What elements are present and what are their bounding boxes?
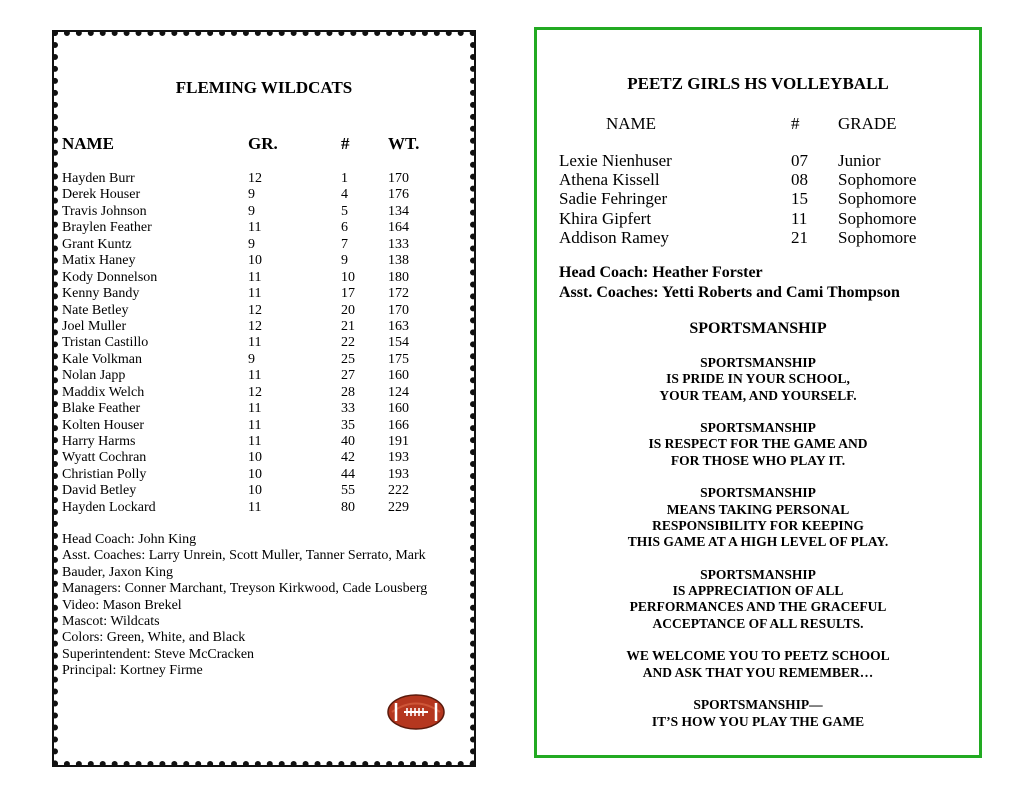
- table-row: [58, 418, 470, 434]
- sportsmanship-line: SPORTSMANSHIP: [700, 355, 816, 370]
- table-row: [58, 450, 470, 466]
- sportsmanship-body: [537, 355, 979, 746]
- player-weight: 180: [388, 269, 409, 285]
- sportsmanship-line: SPORTSMANSHIP: [700, 566, 816, 582]
- player-grade: 9: [248, 187, 255, 203]
- player-name: Wyatt Cochran: [62, 450, 147, 466]
- player-weight: 160: [388, 401, 409, 417]
- table-row: [537, 228, 979, 247]
- head-coach: Head Coach: Heather Forster: [559, 264, 763, 281]
- table-row: [58, 483, 470, 499]
- volleyball-header: [537, 114, 979, 134]
- table-row: [58, 368, 470, 384]
- sportsmanship-paragraph: [537, 697, 979, 730]
- sportsmanship-heading: SPORTSMANSHIP: [689, 320, 827, 337]
- table-row: [58, 319, 470, 335]
- player-name: Matix Haney: [62, 253, 136, 269]
- player-number: 33: [341, 401, 355, 417]
- sportsmanship-line: SPORTSMANSHIP: [700, 485, 816, 501]
- player-grade: 9: [248, 203, 255, 219]
- peetz-volleyball-panel: [534, 27, 982, 758]
- player-number: 25: [341, 351, 355, 367]
- player-grade: 11: [248, 368, 262, 384]
- table-row: [58, 187, 470, 203]
- table-row: [58, 270, 470, 286]
- player-name: Maddix Welch: [62, 384, 145, 400]
- player-grade: 12: [248, 171, 262, 186]
- player-number: 20: [341, 302, 355, 318]
- player-name: Joel Muller: [62, 318, 127, 334]
- player-weight: 134: [388, 203, 409, 219]
- player-weight: 170: [388, 302, 409, 318]
- table-row: [58, 434, 470, 450]
- staff-line: Principal: Kortney Firme: [62, 663, 203, 679]
- player-name: David Betley: [62, 483, 137, 499]
- player-grade: 11: [248, 434, 262, 449]
- table-row: [58, 500, 470, 516]
- table-row: [58, 171, 470, 187]
- player-weight: 191: [388, 434, 409, 449]
- player-number: 11: [791, 208, 808, 228]
- player-grade: 11: [248, 286, 262, 302]
- player-grade: 11: [248, 401, 262, 417]
- player-weight: 193: [388, 466, 409, 482]
- table-row: [58, 204, 470, 220]
- football-icon: [386, 693, 446, 731]
- player-number: 42: [341, 450, 355, 466]
- table-row: [537, 189, 979, 208]
- player-number: 17: [341, 286, 355, 302]
- player-weight: 193: [388, 450, 409, 466]
- player-name: Derek Houser: [62, 187, 141, 203]
- player-number: 21: [341, 318, 355, 334]
- player-weight: 166: [388, 417, 409, 433]
- player-grade: 12: [248, 302, 262, 318]
- table-row: [58, 467, 470, 483]
- staff-line: Managers: Conner Marchant, Treyson Kirkwood, Cade Lousberg: [62, 581, 428, 597]
- player-name: Hayden Burr: [62, 171, 135, 186]
- player-number: 7: [341, 236, 348, 252]
- vb-header-number: #: [791, 114, 800, 133]
- player-name: Nate Betley: [62, 302, 129, 318]
- player-grade: Sophomore: [838, 227, 917, 247]
- player-grade: 10: [248, 483, 262, 499]
- vb-header-name: NAME: [606, 114, 657, 133]
- sportsmanship-line: ACCEPTANCE OF ALL RESULTS.: [652, 615, 864, 631]
- sportsmanship-line: PERFORMANCES AND THE GRACEFUL: [629, 599, 887, 615]
- header-grade: GR.: [248, 134, 278, 153]
- player-weight: 222: [388, 483, 409, 499]
- player-grade: 12: [248, 318, 262, 334]
- player-name: Blake Feather: [62, 401, 141, 417]
- player-name: Grant Kuntz: [62, 236, 132, 252]
- player-name: Sadie Fehringer: [559, 189, 668, 209]
- player-name: Kale Volkman: [62, 351, 142, 367]
- player-name: Athena Kissell: [559, 170, 660, 190]
- table-row: [537, 209, 979, 228]
- sportsmanship-paragraph: [537, 355, 979, 404]
- player-number: 6: [341, 220, 348, 236]
- player-name: Braylen Feather: [62, 220, 152, 236]
- player-weight: 229: [388, 499, 409, 515]
- player-name: Lexie Nienhuser: [559, 151, 672, 170]
- player-number: 55: [341, 483, 355, 499]
- sportsmanship-line: IS RESPECT FOR THE GAME AND: [648, 436, 868, 452]
- sportsmanship-paragraph: [537, 567, 979, 632]
- player-number: 4: [341, 187, 348, 203]
- player-weight: 176: [388, 187, 409, 203]
- player-grade: Sophomore: [838, 208, 917, 228]
- player-grade: 11: [248, 335, 262, 351]
- sportsmanship-line: WE WELCOME YOU TO PEETZ SCHOOL: [626, 648, 890, 664]
- right-panel-title: PEETZ GIRLS HS VOLLEYBALL: [627, 74, 889, 93]
- asst-coaches: Asst. Coaches: Yetti Roberts and Cami Thompson: [559, 283, 900, 301]
- player-grade: Sophomore: [838, 189, 917, 209]
- sportsmanship-line: YOUR TEAM, AND YOURSELF.: [659, 387, 857, 403]
- player-name: Kenny Bandy: [62, 286, 140, 302]
- player-grade: 11: [248, 269, 262, 285]
- player-weight: 154: [388, 335, 409, 351]
- header-number: #: [341, 134, 350, 153]
- player-grade: 9: [248, 236, 255, 252]
- player-weight: 138: [388, 253, 409, 269]
- football-roster: [58, 171, 470, 516]
- left-panel-title: FLEMING WILDCATS: [175, 78, 353, 97]
- staff-list: [62, 532, 452, 680]
- sportsmanship-line: AND ASK THAT YOU REMEMBER…: [642, 664, 874, 680]
- vb-header-grade: GRADE: [838, 114, 897, 133]
- staff-line: Mascot: Wildcats: [62, 614, 160, 630]
- table-row: [537, 151, 979, 170]
- player-weight: 124: [388, 384, 409, 400]
- sportsmanship-line: MEANS TAKING PERSONAL: [666, 501, 850, 517]
- player-number: 80: [341, 499, 355, 515]
- player-number: 5: [341, 203, 348, 219]
- table-row: [58, 253, 470, 269]
- sportsmanship-line: FOR THOSE WHO PLAY IT.: [670, 452, 846, 468]
- table-row: [537, 170, 979, 189]
- player-grade: Sophomore: [838, 170, 917, 190]
- sportsmanship-line: SPORTSMANSHIP—: [693, 697, 823, 713]
- player-number: 21: [791, 227, 808, 247]
- player-weight: 175: [388, 351, 409, 367]
- player-grade: 10: [248, 253, 262, 269]
- player-number: 28: [341, 384, 355, 400]
- staff-line: Colors: Green, White, and Black: [62, 630, 246, 646]
- player-weight: 170: [388, 171, 409, 186]
- sportsmanship-paragraph: [537, 648, 979, 681]
- table-row: [58, 401, 470, 417]
- player-name: Travis Johnson: [62, 203, 147, 219]
- player-number: 15: [791, 189, 808, 209]
- player-grade: 10: [248, 450, 262, 466]
- player-weight: 172: [388, 286, 409, 302]
- table-row: [58, 352, 470, 368]
- staff-line: Head Coach: John King: [62, 532, 197, 547]
- player-name: Christian Polly: [62, 466, 147, 482]
- player-number: 22: [341, 335, 355, 351]
- player-grade: 11: [248, 220, 262, 236]
- player-grade: 11: [248, 499, 262, 515]
- roster-header: [58, 134, 470, 156]
- table-row: [58, 385, 470, 401]
- sportsmanship-line: SPORTSMANSHIP: [700, 420, 816, 436]
- player-weight: 133: [388, 236, 409, 252]
- player-grade: Junior: [838, 151, 881, 170]
- player-number: 35: [341, 417, 355, 433]
- player-name: Tristan Castillo: [62, 335, 149, 351]
- staff-line: Asst. Coaches: Larry Unrein, Scott Muller, Tanner Serrato, Mark Bauder, Jaxon King: [62, 548, 426, 580]
- player-number: 07: [791, 151, 808, 170]
- player-weight: 164: [388, 220, 409, 236]
- player-name: Kody Donnelson: [62, 269, 158, 285]
- sportsmanship-paragraph: [537, 420, 979, 469]
- player-name: Addison Ramey: [559, 227, 670, 247]
- player-number: 27: [341, 368, 355, 384]
- sportsmanship-paragraph: [537, 485, 979, 550]
- header-weight: WT.: [388, 134, 420, 153]
- player-number: 40: [341, 434, 355, 449]
- sportsmanship-line: IT’S HOW YOU PLAY THE GAME: [651, 713, 865, 729]
- table-row: [58, 286, 470, 302]
- player-number: 08: [791, 170, 808, 190]
- table-row: [58, 335, 470, 351]
- player-number: 1: [341, 171, 348, 186]
- staff-line: Video: Mason Brekel: [62, 597, 182, 613]
- player-number: 10: [341, 269, 355, 285]
- sportsmanship-line: RESPONSIBILITY FOR KEEPING: [652, 517, 864, 533]
- table-row: [58, 303, 470, 319]
- sportsmanship-line: THIS GAME AT A HIGH LEVEL OF PLAY.: [627, 534, 889, 550]
- player-grade: 12: [248, 384, 262, 400]
- player-weight: 160: [388, 368, 409, 384]
- table-row: [58, 237, 470, 253]
- player-name: Hayden Lockard: [62, 499, 156, 515]
- sportsmanship-line: IS PRIDE IN YOUR SCHOOL,: [666, 371, 850, 387]
- table-row: [58, 220, 470, 236]
- staff-line: Superintendent: Steve McCracken: [62, 646, 255, 662]
- player-weight: 163: [388, 318, 409, 334]
- player-name: Kolten Houser: [62, 417, 145, 433]
- fleming-wildcats-panel: [52, 30, 476, 767]
- header-name: NAME: [62, 134, 114, 153]
- player-grade: 11: [248, 417, 262, 433]
- player-name: Harry Harms: [62, 434, 136, 449]
- volleyball-coaches: [559, 263, 900, 302]
- player-number: 44: [341, 466, 355, 482]
- volleyball-roster: [537, 151, 979, 247]
- player-grade: 9: [248, 351, 255, 367]
- sportsmanship-line: IS APPRECIATION OF ALL: [672, 583, 844, 599]
- player-grade: 10: [248, 466, 262, 482]
- player-number: 9: [341, 253, 348, 269]
- player-name: Nolan Japp: [62, 368, 126, 384]
- player-name: Khira Gipfert: [559, 208, 652, 228]
